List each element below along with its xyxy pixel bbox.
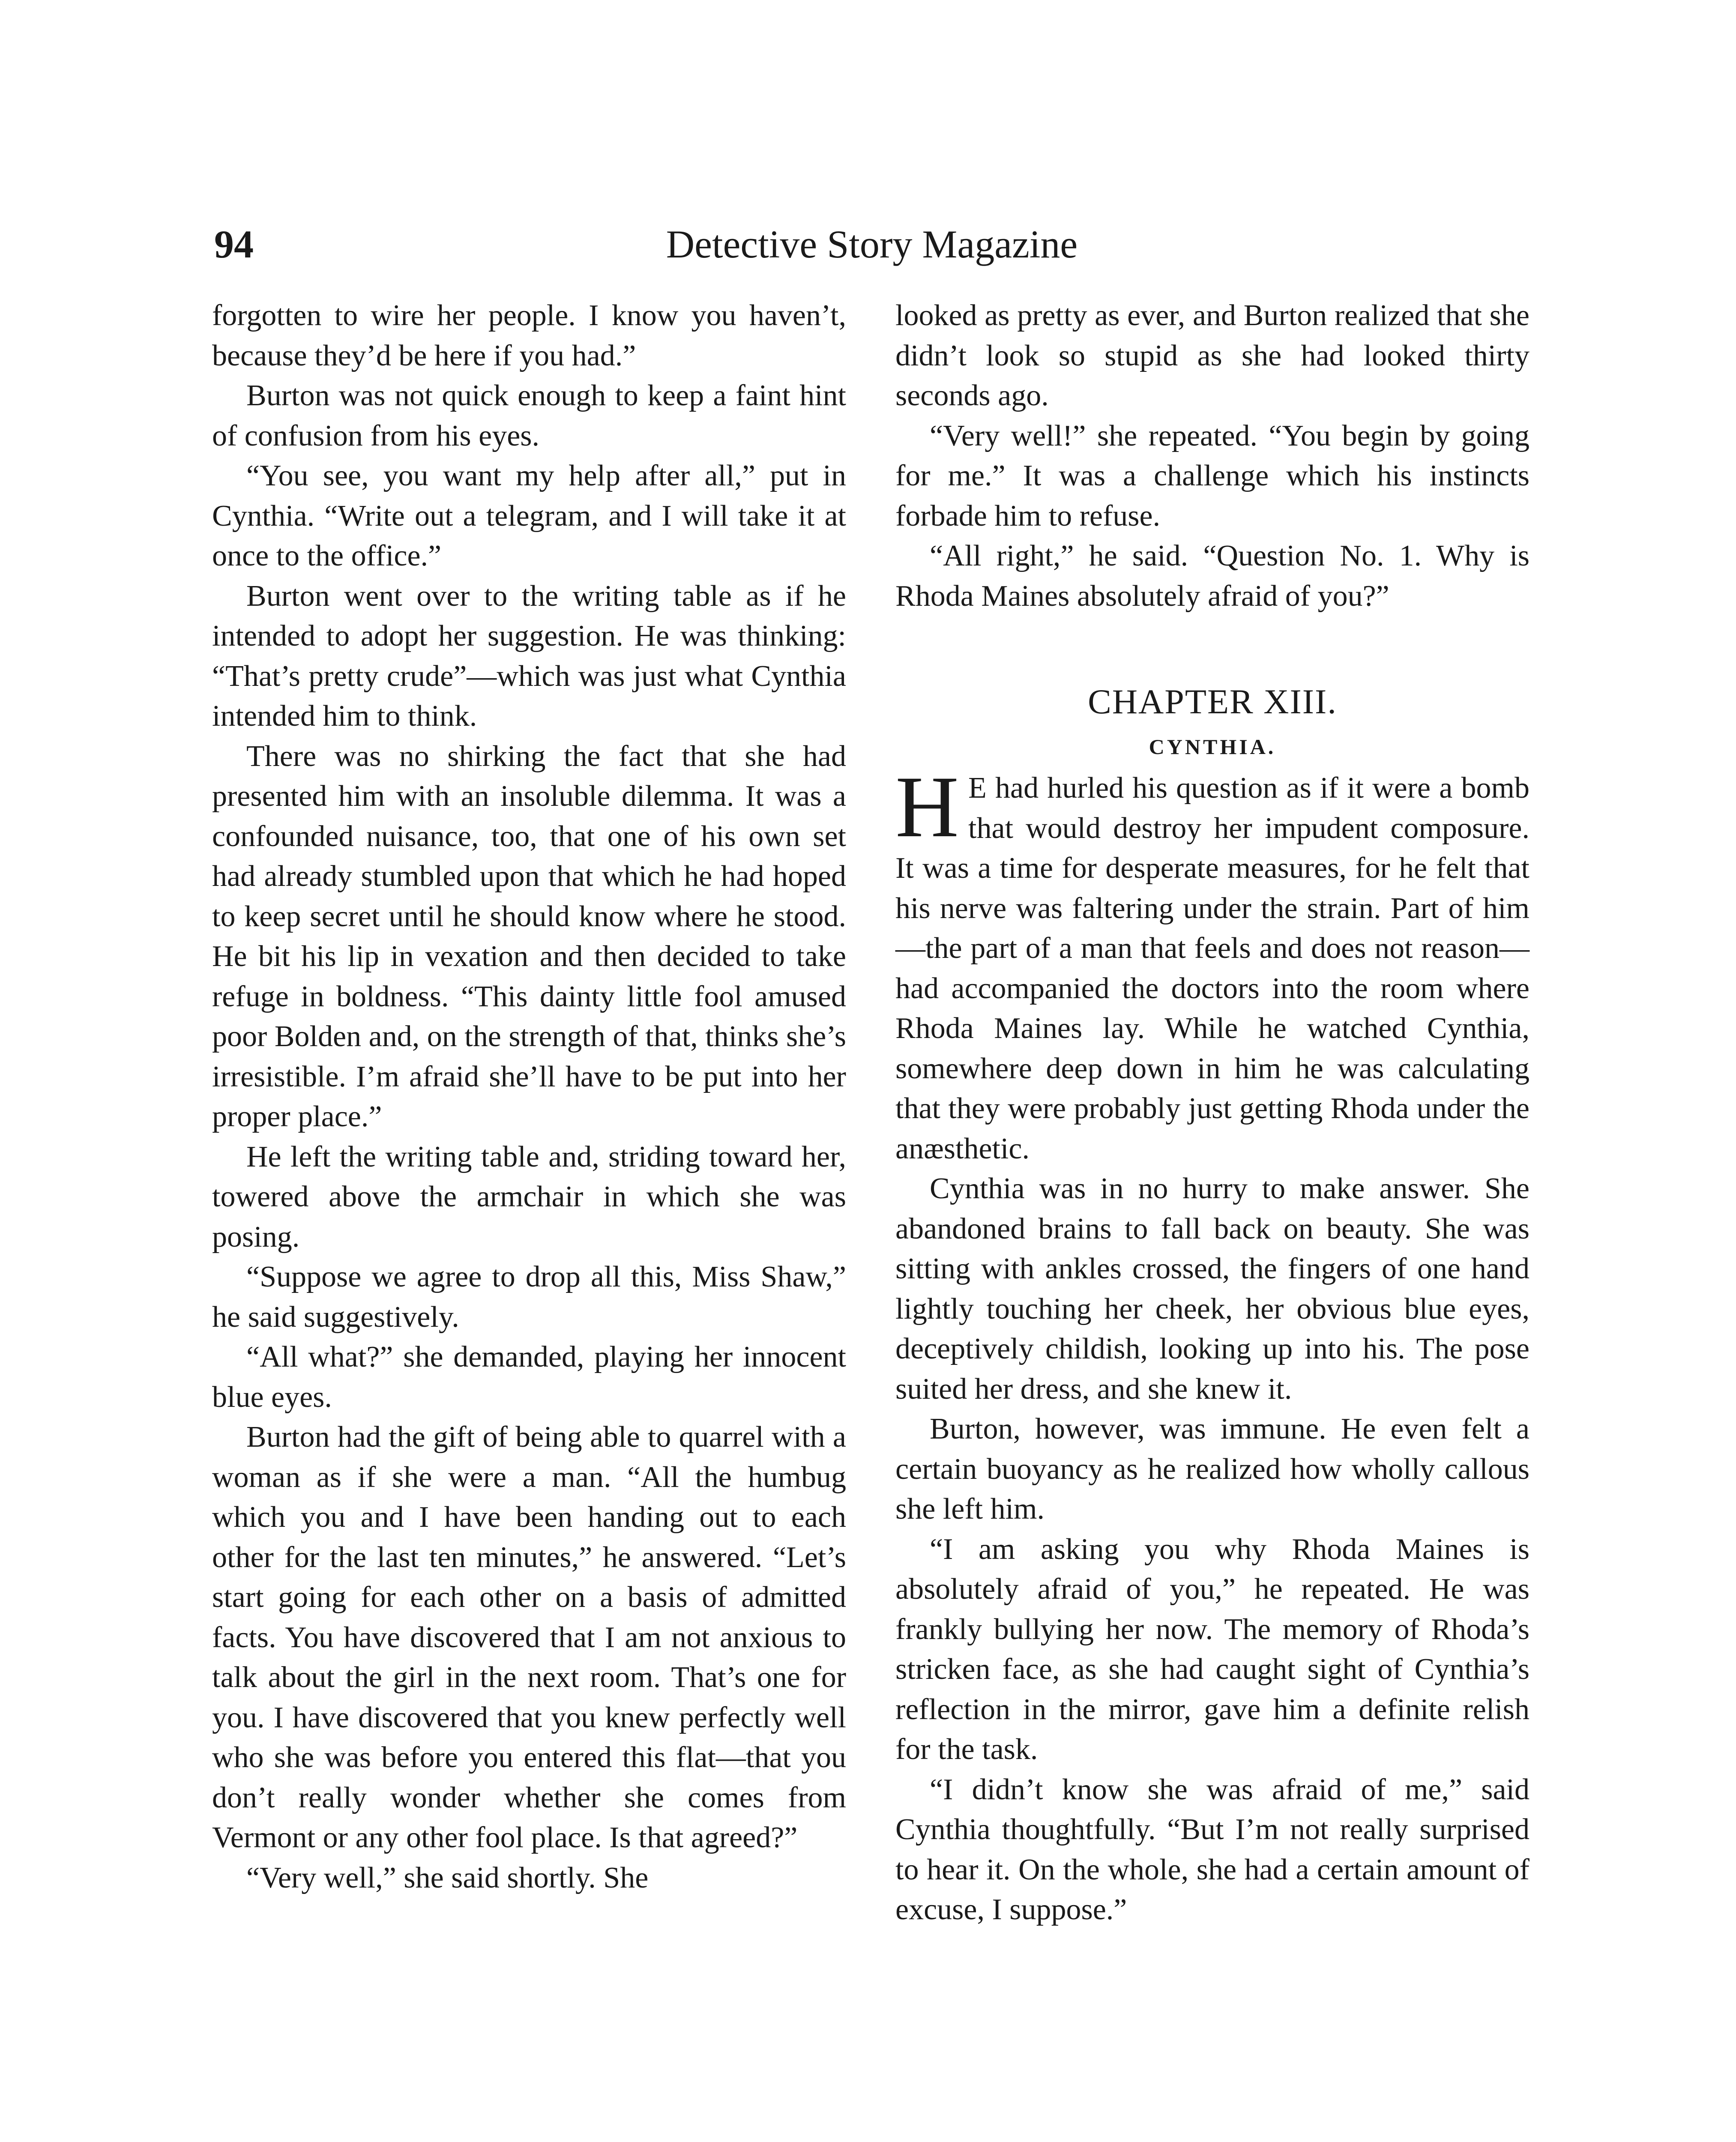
paragraph: “Very well,” she said shortly. She [246, 1861, 649, 1894]
paragraph: forgotten to wire her people. I know you haven’t, because they’d be here if you had.” [212, 299, 846, 372]
drop-cap: H [895, 758, 959, 856]
paragraph: “Very well!” she repeated. “You begin by going for me.” It was a challenge which his instincts forbade him to refuse. [895, 419, 1529, 533]
paragraph: “I didn’t know she was afraid of me,” said Cynthia thoughtfully. “But I’m not really surprised to hear it. On the whole, she had a certain amount of excuse, I suppose.” [895, 1773, 1529, 1926]
chapter-opening-paragraph [895, 758, 1529, 1169]
paragraph: “You see, you want my help after all,” put in Cynthia. “Write out a telegram, and I will take it at once to the office.” [212, 459, 846, 572]
paragraph: “All what?” she demanded, playing her innocent blue eyes. [212, 1340, 846, 1414]
chapter-heading [895, 678, 1529, 764]
paragraph: Burton, however, was immune. He even felt a certain buoyancy as he realized how wholly callous she left him. [895, 1412, 1529, 1526]
page-number: 94 [214, 222, 254, 266]
paragraph: Burton was not quick enough to keep a faint hint of confusion from his eyes. [212, 379, 846, 452]
paragraph: Burton had the gift of being able to quarrel with a woman as if she were a man. “All the humbug which you and I have been handing out to each other for the last ten minutes,” he answered. “Let’s start going for each other on a basis of admitted facts. You have discovered that I am not anxious to talk about the girl in the next room. That’s one for you. I have discovered that you knew perfectly well who she was before you entered this flat—that you don’t really wonder whether she comes from Vermont or any other fool place. Is that agreed?” [212, 1421, 846, 1854]
paragraph: Cynthia was in no hurry to make answer. She abandoned brains to fall back on beauty. She was sitting with ankles crossed, the fingers of one hand lightly touching her cheek, her obvious blue eyes, deceptively childish, looking up into his. The pose suited her dress, and she knew it. [895, 1172, 1529, 1406]
paragraph: He left the writing table and, striding toward her, towered above the armchair in which she was posing. [212, 1140, 846, 1253]
paragraph: “All right,” he said. “Question No. 1. Why is Rhoda Maines absolutely afraid of you?” [895, 539, 1529, 613]
paragraph: Burton went over to the writing table as if he intended to adopt her suggestion. He was thinking: “That’s pretty crude”—which was just what Cynthia intended him to think. [212, 579, 846, 733]
running-title: Detective Story Magazine [666, 222, 1078, 266]
left-column [212, 296, 846, 1898]
paragraph: There was no shirking the fact that she had presented him with an insoluble dilemma. It was a confounded nuisance, too, that one of his own set had already stumbled upon that which he had hoped to keep secret until he should know where he stood. He bit his lip in vexation and then decided to take refuge in boldness. “This dainty little fool amused poor Bolden and, on the strength of that, thinks she’s irresistible. I’m afraid she’ll have to be put into her proper place.” [212, 739, 846, 1133]
right-column [895, 296, 1529, 1930]
chapter-title: CHAPTER XIII. [1088, 682, 1337, 721]
paragraph: looked as pretty as ever, and Burton realized that she didn’t look so stupid as she had looked thirty seconds ago. [895, 299, 1529, 412]
chapter-subtitle: CYNTHIA. [1149, 735, 1276, 759]
page-header [214, 223, 1529, 274]
paragraph: “Suppose we agree to drop all this, Miss Shaw,” he said suggestively. [212, 1260, 846, 1334]
paragraph: “I am asking you why Rhoda Maines is absolutely afraid of you,” he repeated. He was frankly bullying her now. The memory of Rhoda’s stricken face, as she had caught sight of Cynthia’s reflection in the mirror, gave him a definite relish for the task. [895, 1532, 1529, 1766]
paragraph-text: E had hurled his question as if it were a bomb that would destroy her impudent composure. It was a time for desperate measures, for he felt that his nerve was faltering under the strain. Part of him—the part of a man that feels and does not reason—had accompanied the doctors into the room where Rhoda Maines lay. While he watched Cynthia, somewhere deep down in him he was calculating that they were probably just getting Rhoda under the anæsthetic. [895, 772, 1529, 1165]
